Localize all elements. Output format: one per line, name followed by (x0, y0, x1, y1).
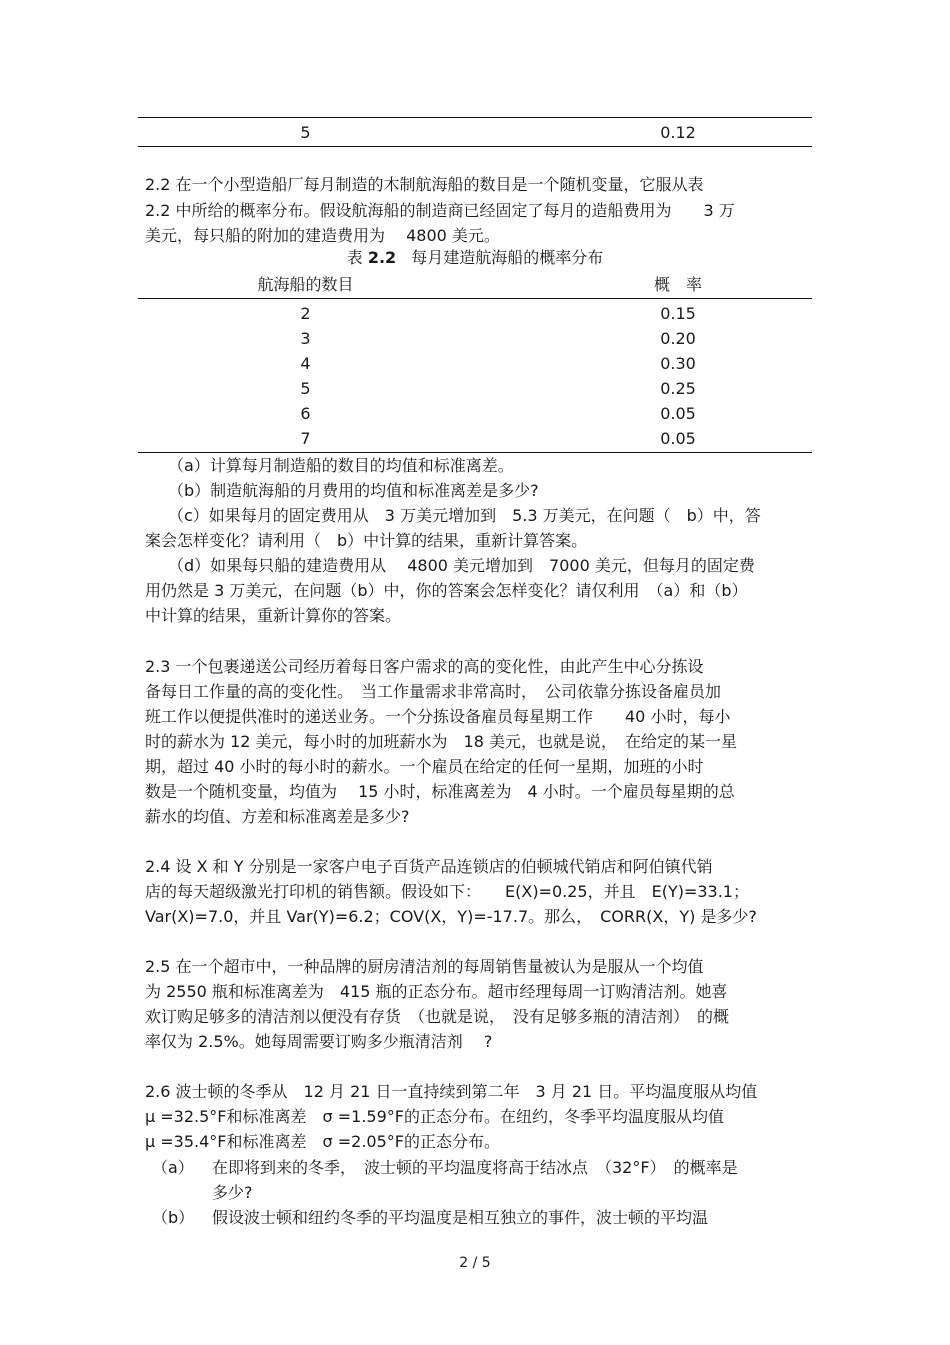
problem-2-3-line: 班工作以便提供准时的递送业务。一个分拣设备雇员每星期工作 40 小时，每小 (145, 707, 731, 726)
table-caption-title: 每月建造航海船的概率分布 (411, 248, 604, 267)
problem-2-4-line: Var(X)=7.0，并且 Var(Y)=6.2；COV(X，Y)=-17.7。那么， CORR(X，Y) 是多少? (145, 907, 757, 926)
boat-count-cell: 4 (300, 354, 311, 373)
question-a: （a）计算每月制造船的数目的均值和标准离差。 (168, 456, 514, 475)
table-rule-top (138, 117, 812, 118)
problem-2-5-line: 欢订购足够多的清洁剂以便没有存货 （也就是说， 没有足够多瓶的清洁剂） 的概 (145, 1007, 730, 1026)
column-header-probability: 概 率 (653, 275, 702, 294)
boat-count-cell: 6 (300, 404, 311, 423)
problem-2-4-line: 店的每天超级激光打印机的销售额。假设如下： E(X)=0.25，并且 E(Y)=33.1； (145, 882, 749, 901)
probability-cell: 0.30 (660, 354, 696, 373)
probability-cell: 0.20 (660, 329, 696, 348)
table-row (138, 402, 812, 426)
table-row (138, 121, 812, 145)
problem-2-4-line: 2.4 设 X 和 Y 分别是一家客户电子百货产品连锁店的伯顿城代销店和阿伯镇代销 (145, 857, 713, 876)
table-rule-bottom (138, 452, 812, 453)
problem-2-3-line: 时的薪水为 12 美元，每小时的加班薪水为 18 美元，也就是说， 在给定的某一星 (145, 732, 737, 751)
problem-2-6-line: μ =35.4°F和标准离差 σ =2.05°F的正态分布。 (145, 1132, 500, 1151)
table-caption (0, 246, 950, 270)
table-caption-number: 2.2 (367, 248, 397, 267)
problem-2-3-line: 数是一个随机变量，均值为 15 小时，标准离差为 4 小时。一个雇员每星期的总 (145, 782, 735, 801)
problem-2-5-line: 为 2550 瓶和标准离差为 415 瓶的正态分布。超市经理每周一订购清洁剂。她喜 (145, 982, 728, 1001)
question-c-cont: 案会怎样变化？请利用（ b）中计算的结果，重新计算答案。 (145, 531, 588, 550)
table-row (138, 302, 812, 326)
probability-cell: 0.25 (660, 379, 696, 398)
problem-2-5-line: 率仅为 2.5%。她每周需要订购多少瓶清洁剂 ? (145, 1032, 493, 1051)
table-row (138, 377, 812, 401)
boat-count-cell: 5 (300, 123, 311, 142)
table-header-rule (138, 298, 812, 299)
probability-cell: 0.12 (660, 123, 696, 142)
table-caption-prefix: 表 (346, 248, 363, 267)
problem-2-6-line: 2.6 波士顿的冬季从 12 月 21 日一直持续到第二年 3 月 21 日。平均温度服从均值 (145, 1082, 758, 1101)
table-row (138, 352, 812, 376)
table-rule-bottom (138, 146, 812, 147)
boat-count-cell: 5 (300, 379, 311, 398)
probability-cell: 0.15 (660, 304, 696, 323)
question-d: （d）如果每只船的建造费用从 4800 美元增加到 7000 美元，但每月的固定费 (168, 556, 755, 575)
problem-2-5-line: 2.5 在一个超市中，一种品牌的厨房清洁剂的每周销售量被认为是服从一个均值 (145, 957, 704, 976)
item-b-label: （b） (152, 1208, 195, 1227)
page-number: 2 / 5 (459, 1255, 491, 1271)
boat-count-cell: 2 (300, 304, 311, 323)
boat-count-cell: 7 (300, 429, 311, 448)
probability-cell: 0.05 (660, 429, 696, 448)
boat-count-cell: 3 (300, 329, 311, 348)
question-b: （b）制造航海船的月费用的均值和标准离差是多少? (168, 481, 539, 500)
problem-2-3-line: 期，超过 40 小时的每小时的薪水。一个雇员在给定的任何一星期，加班的小时 (145, 757, 704, 776)
problem-2-3-line: 薪水的均值、方差和标准离差是多少? (145, 807, 410, 826)
question-c: （c）如果每月的固定费用从 3 万美元增加到 5.3 万美元，在问题（ b）中，答 (168, 506, 761, 525)
question-d-cont: 用仍然是 3 万美元，在问题（b）中，你的答案会怎样变化？请仅利用 （a）和（b） (145, 581, 748, 600)
item-a-label: （a） (152, 1158, 194, 1177)
problem-2-2-line: 2.2 中所给的概率分布。假设航海船的制造商已经固定了每月的造船费用为 3 万 (145, 201, 735, 220)
item-a-text: 在即将到来的冬季， 波士顿的平均温度将高于结冰点 （32°F） 的概率是 (212, 1158, 738, 1177)
problem-2-3-line: 2.3 一个包裹递送公司经历着每日客户需求的高的变化性，由此产生中心分拣设 (145, 657, 704, 676)
problem-2-2-line: 2.2 在一个小型造船厂每月制造的木制航海船的数目是一个随机变量，它服从表 (145, 175, 704, 194)
question-d-cont: 中计算的结果，重新计算你的答案。 (145, 606, 402, 625)
problem-2-2-line: 美元，每只船的附加的建造费用为 4800 美元。 (145, 226, 500, 245)
table-row (138, 327, 812, 351)
table-row (138, 427, 812, 451)
column-header-boats: 航海船的数目 (257, 275, 354, 294)
item-b-text: 假设波士顿和纽约冬季的平均温度是相互独立的事件，波士顿的平均温 (212, 1208, 709, 1227)
table-header-row (138, 273, 812, 297)
problem-2-3-line: 备每日工作量的高的变化性。 当工作量需求非常高时， 公司依靠分拣设备雇员加 (145, 682, 722, 701)
probability-cell: 0.05 (660, 404, 696, 423)
item-a-text: 多少? (212, 1183, 253, 1202)
problem-2-6-line: μ =32.5°F和标准离差 σ =1.59°F的正态分布。在纽约，冬季平均温度服从均值 (145, 1107, 724, 1126)
